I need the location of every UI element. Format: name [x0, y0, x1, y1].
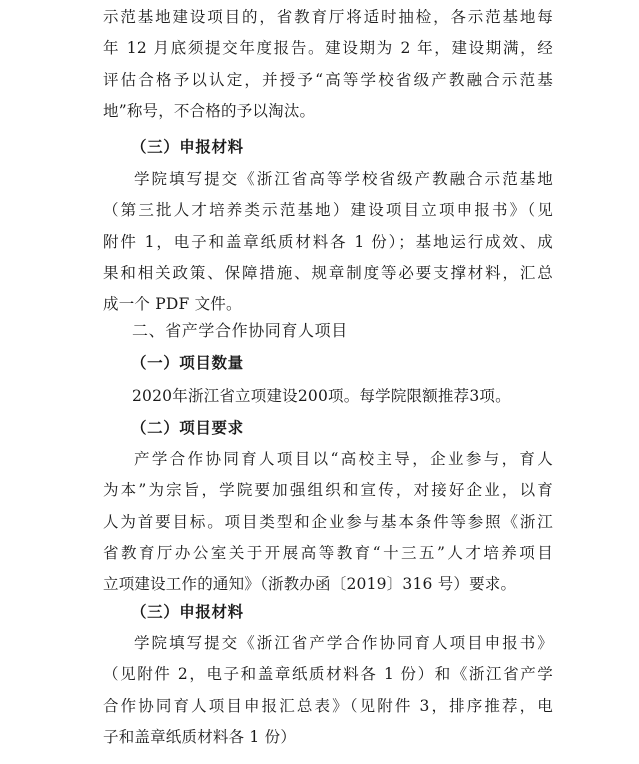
text-line: 年 12 月底须提交年度报告。建设期为 2 年，建设期满，经: [103, 39, 553, 58]
text-line: 示范基地建设项目的，省教育厅将适时抽检，各示范基地每: [103, 8, 553, 26]
text-line: 学院填写提交《浙江省产学合作协同育人项目申报书》: [134, 634, 553, 652]
text-line: 合作协同育人项目申报汇总表》（见附件 3，排序推荐，电: [103, 696, 553, 715]
text-line: 果和相关政策、保障措施、规章制度等必要支撑材料，汇总: [103, 263, 553, 282]
heading-application-materials-1: （三）申报材料: [131, 137, 244, 156]
paragraph-application-materials-1: [103, 164, 553, 320]
heading-project-requirements: （二）项目要求: [131, 418, 244, 437]
text-line: 省教育厅办公室关于开展高等教育“十三五”人才培养项目: [103, 543, 553, 562]
paragraph-demo-base-evaluation: [103, 2, 553, 127]
text-line: 地”称号，不合格的予以淘汰。: [103, 101, 316, 120]
text-line: 为本”为宗旨，学院要加强组织和宣传，对接好企业，以育: [103, 481, 553, 500]
text-line: 成一个 PDF 文件。: [103, 295, 242, 314]
text-line: 评估合格予以认定，并授予“高等学校省级产教融合示范基: [103, 70, 553, 89]
heading-section-two: 二、省产学合作协同育人项目: [132, 321, 348, 340]
paragraph-application-materials-2: [103, 628, 553, 753]
paragraph-project-quantity: 2020年浙江省立项建设200项。每学院限额推荐3项。: [132, 387, 511, 405]
text-line: （第三批人才培养类示范基地）建设项目立项申报书》（见: [103, 201, 553, 220]
paragraph-project-requirements: [103, 444, 553, 600]
heading-application-materials-2: （三）申报材料: [131, 602, 244, 621]
text-line: 人为首要目标。项目类型和企业参与基本条件等参照《浙江: [103, 512, 553, 531]
text-line: 学院填写提交《浙江省高等学校省级产教融合示范基地: [134, 170, 553, 188]
text-line: 立项建设工作的通知》（浙教办函〔2019〕316 号）要求。: [103, 575, 517, 594]
heading-project-quantity: （一）项目数量: [131, 353, 244, 372]
text-line: 子和盖章纸质材料各 1 份）: [103, 727, 297, 746]
text-line: （见附件 2，电子和盖章纸质材料各 1 份）和《浙江省产学: [103, 665, 553, 684]
text-line: 产学合作协同育人项目以“高校主导，企业参与，育人: [134, 450, 553, 468]
text-line: 附件 1，电子和盖章纸质材料各 1 份）；基地运行成效、成: [103, 232, 553, 251]
